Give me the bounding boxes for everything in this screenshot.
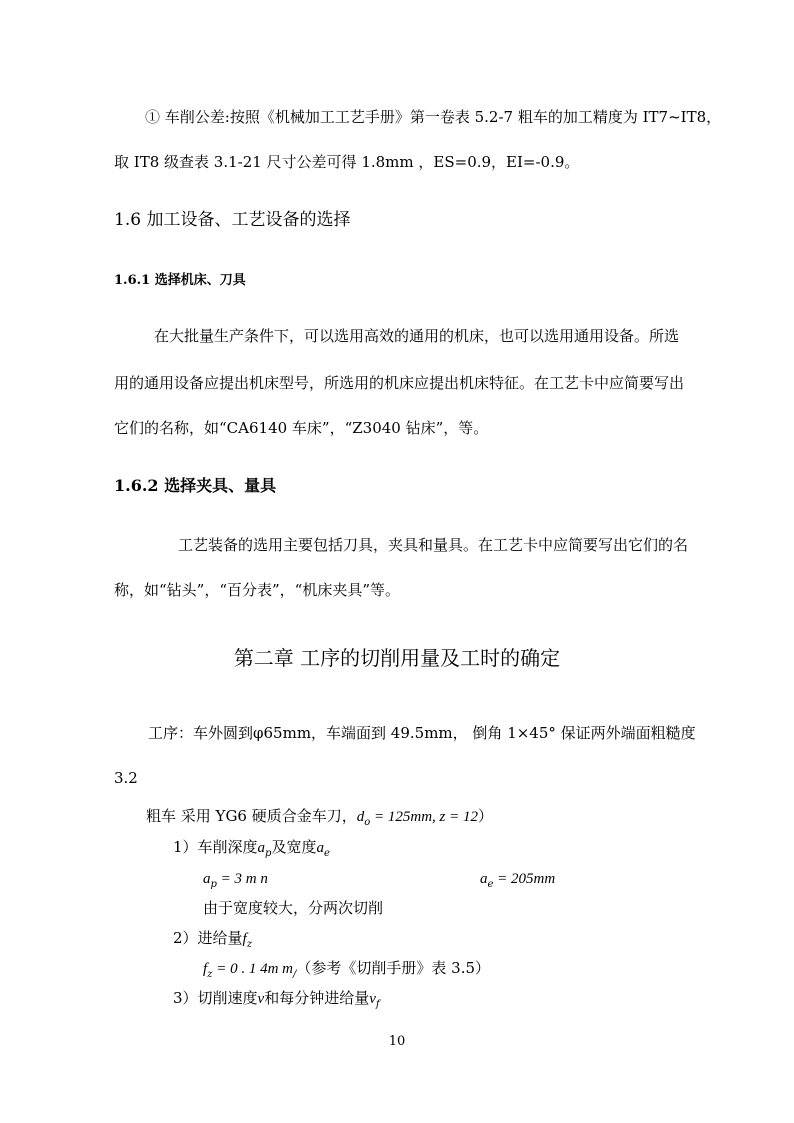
chapter-title: 第二章 工序的切削用量及工时的确定 <box>233 646 561 670</box>
para2-line3: 它们的名称，如“CA6140 车床”，“Z3040 钻床”，等。 <box>114 419 489 437</box>
ap-a: a <box>203 871 211 887</box>
step3-line <box>173 989 380 1014</box>
step2-line <box>173 929 252 954</box>
v-symbol: v <box>257 991 265 1007</box>
para1-line2: 取 IT8 级查表 3.1-21 尺寸公差可得 1.8mm ，ES=0.9，EI=-0.9。 <box>114 153 580 171</box>
p-subscript: p <box>265 848 272 859</box>
ae-equation <box>480 869 555 894</box>
a-symbol: a <box>257 840 266 856</box>
ae-a: a <box>480 871 488 887</box>
para1-line1: ① 车削公差:按照《机械加工工艺手册》第一卷表 5.2-7 粗车的加工精度为 IT7~IT8， <box>145 108 722 126</box>
fz-value: = 0 . 1 4 <box>212 961 268 977</box>
step1-mid: 及宽度 <box>271 838 317 856</box>
para2-line1: 在大批量生产条件下，可以选用高效的通用的机床，也可以选用通用设备。所选 <box>154 327 680 345</box>
v-symbol-2: v <box>369 991 376 1007</box>
fz-sub: z <box>207 969 213 980</box>
z-subscript: z <box>246 939 252 950</box>
ae-sub: e <box>487 879 494 890</box>
step3-mid: 和每分钟进给量 <box>264 989 370 1007</box>
ae-value: = 205mm <box>493 871 556 887</box>
vf-subscript: f <box>375 999 380 1010</box>
para2-line2: 用的通用设备应提出机床型号，所选用的机床应提出机床特征。在工艺卡中应简要写出 <box>114 374 685 392</box>
ap-value: = 3 m n <box>216 871 268 887</box>
fz-unit-sub: / <box>293 969 297 980</box>
process-line1: 工序：车外圆到φ65mm，车端面到 49.5mm， 倒角 1×45° 保证两外端面粗糙度 <box>148 724 696 742</box>
d-subscript: o <box>364 817 371 828</box>
fz-f: f <box>203 961 208 977</box>
ap-sub: p <box>210 879 217 890</box>
step3-label: 3）切削速度 <box>173 989 258 1007</box>
rough-suffix: ） <box>478 807 494 825</box>
rough-turning-line <box>146 807 493 832</box>
fz-reference: （参考《切削手册》表 3.5） <box>296 959 490 977</box>
section-heading-1-6-2: 1.6.2 选择夹具、量具 <box>114 476 277 495</box>
f-symbol: f <box>242 931 247 947</box>
section-heading-1-6-1: 1.6.1 选择机床、刀具 <box>114 273 246 288</box>
process-line2: 3.2 <box>114 769 138 787</box>
step1-line <box>173 838 330 863</box>
section-heading-1-6: 1.6 加工设备、工艺设备的选择 <box>114 210 351 230</box>
fz-unit: m m <box>267 961 293 977</box>
a-symbol-2: a <box>316 840 324 856</box>
step2-label: 2）进给量 <box>173 929 243 947</box>
step1-note: 由于宽度较大，分两次切削 <box>203 899 384 917</box>
d-symbol: d <box>356 809 365 825</box>
step1-label: 1）车削深度 <box>173 838 258 856</box>
para3-line2: 称，如“钻头”，“百分表”，“机床夹具”等。 <box>114 581 401 599</box>
rough-prefix: 粗车 采用 YG6 硬质合金车刀， <box>146 807 357 825</box>
para3-line1: 工艺装备的选用主要包括刀具，夹具和量具。在工艺卡中应简要写出它们的名 <box>178 536 689 554</box>
ap-equation <box>203 869 268 894</box>
fz-equation <box>203 959 490 984</box>
e-subscript: e <box>323 848 330 859</box>
page-number: 10 <box>388 1034 406 1049</box>
rough-formula: = 125mm, z = 12 <box>370 809 479 825</box>
